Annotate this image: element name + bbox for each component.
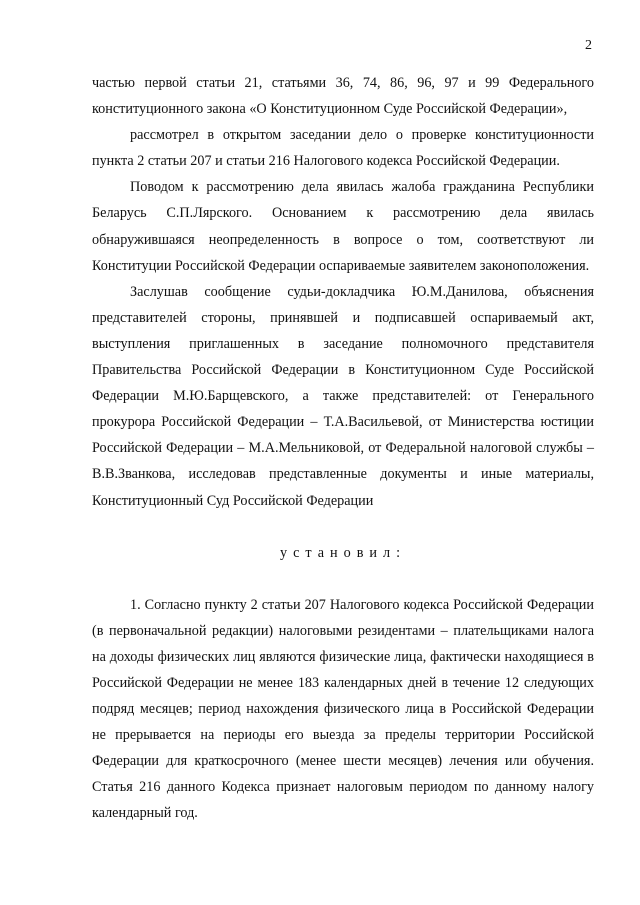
paragraph-considered: рассмотрел в открытом заседании дело о проверке конституционности пункта 2 статьи 207 и статьи 216 Налогового кодекса Российской Федерации. [92,127,594,170]
paragraph-reason: Поводом к рассмотрению дела явилась жалоба гражданина Республики Беларусь С.П.Лярского. Основанием к рассмотрению дела явилась обнаружившаяся неопределенность в вопросе о том, соответствуют ли Конституции Российской Федерации оспариваемые заявителем законоположения. [92,179,594,274]
paragraph-legal-basis: частью первой статьи 21, статьями 36, 74, 86, 96, 97 и 99 Федерального конституционного закона «О Конституционном Суде Российской Федерации», [92,75,594,118]
page-number: 2 [585,38,592,53]
document-body [92,70,594,827]
section-heading: установил: [279,544,407,561]
paragraph-hearing: Заслушав сообщение судьи-докладчика Ю.М.Данилова, объяснения представителей стороны, принявшей и подписавшей оспариваемый акт, выступления приглашенных в заседание полномочного представителя Правительства Российской Федерации в Конституционном Суде Российской Федерации М.Ю.Барщевского, а также представителей: от Генерального прокурора Российской Федерации – Т.А.Васильевой, от Министерства юстиции Российской Федерации – М.А.Мельниковой, от Федеральной налоговой службы – В.В.Званкова, исследовав представленные документы и иные материалы, Конституционный Суд Российской Федерации [92,283,594,509]
paragraph-point-1: 1. Согласно пункту 2 статьи 207 Налогового кодекса Российской Федерации (в первоначальной редакции) налоговыми резидентами – плательщиками налога на доходы физических лиц являются физические лица, фактически находящиеся в Российской Федерации не менее 183 календарных дней в течение 12 следующих подряд месяцев; период нахождения физического лица в Российской Федерации не прерывается на периоды его выезда за пределы территории Российской Федерации для краткосрочного (менее шести месяцев) лечения или обучения. Статья 216 данного Кодекса признает налоговым периодом по данному налогу календарный год. [92,596,594,822]
